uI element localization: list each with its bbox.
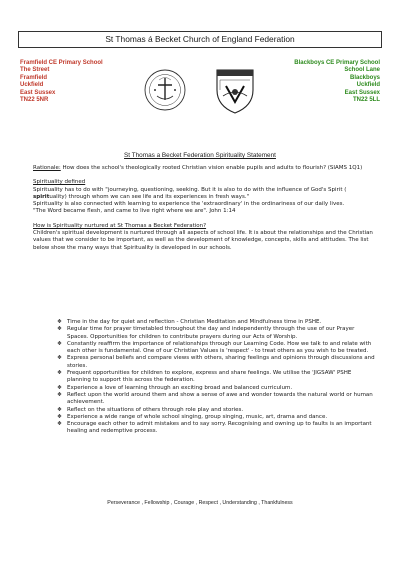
left-school-line: Framfield — [20, 74, 48, 81]
defined-text-part: Spirituality has to do with "journeying, questioning, seeking. But it is also to do with the influence of God's Spirit ( — [33, 186, 347, 193]
list-item-text: Experience a love of learning through an exciting broad and balanced curriculum. — [67, 384, 293, 391]
blackboys-school-shield-icon — [212, 66, 258, 120]
list-item-text: Time in the day for quiet and reflection - Christian Meditation and Mindfulness time in PSHE. — [67, 319, 322, 325]
list-item-text: Regular time for prayer timetabled throughout the day and independently through the use of our Prayer Spaces. Opportunities for children to contribute prayers during our Acts of Worship. — [67, 326, 355, 340]
nurture-paragraph: Children's spiritual development is nurtured through all aspects of school life. It is about the relationships and the Christian values that we consider to be important, as well as the development of knowledge, concepts, skills and attitudes. The list below show the many ways that Spirituality is developed in our schools. — [33, 230, 373, 251]
list-item-text: Encourage each other to admit mistakes and to say sorry. Recognising and owning up to faults is an important healing and redemptive process. — [67, 421, 372, 435]
left-school-name: Framfield CE Primary School — [20, 60, 103, 66]
rationale-text: How does the school's theologically rooted Christian vision enable pupils and adults to flourish? (SIAMS 1Q1) — [60, 165, 363, 171]
diamond-cluster-icon: ❖ — [57, 355, 62, 362]
left-school-address — [20, 60, 103, 104]
list-item — [57, 355, 375, 370]
list-item — [57, 414, 375, 421]
nurture-heading: How is Spirituality nurtured at St Thomas a Becket Federation? — [33, 222, 207, 229]
spirituality-defined-paragraph — [33, 187, 373, 202]
left-school-line: East Sussex — [20, 89, 56, 96]
left-school-line: Uckfield — [20, 82, 44, 89]
federation-header — [18, 31, 382, 48]
list-item — [57, 326, 375, 341]
right-school-line: TN22 5LL — [352, 97, 380, 104]
list-item — [57, 370, 375, 385]
right-school-line: Uckfield — [356, 82, 380, 89]
defined-text-bold: spirit — [33, 193, 50, 200]
document-title: St Thomas a Becket Federation Spirituality Statement — [124, 152, 276, 159]
left-school-line: The Street — [20, 67, 50, 74]
document-body — [33, 165, 373, 252]
list-item — [57, 341, 375, 356]
values-footer: Perseverance , Fellowship , Courage , Respect , Understanding , Thankfulness — [107, 500, 293, 506]
diamond-cluster-icon: ❖ — [57, 340, 62, 347]
list-item-text: Experience a wide range of whole school singing, group singing, music, art, drama and dance. — [67, 413, 328, 420]
diamond-cluster-icon: ❖ — [57, 319, 62, 325]
spirituality-extraordinary-paragraph: Spirituality is also connected with learning to experience the 'extraordinary' in the ordinariness of our daily lives. — [33, 201, 345, 208]
right-school-line: School Lane — [344, 67, 380, 74]
list-item — [57, 319, 375, 326]
scripture-quote: "The Word became flesh, and came to live right where we are". John 1:14 — [33, 208, 236, 215]
diamond-cluster-icon: ❖ — [57, 406, 62, 413]
framfield-school-crest-icon — [143, 66, 187, 118]
right-school-address — [294, 60, 380, 104]
list-item-text: Express personal beliefs and compare views with others, sharing feelings and opinions through discussions and stories. — [67, 355, 375, 369]
federation-title: St Thomas á Becket Church of England Federation — [105, 34, 295, 44]
diamond-cluster-icon: ❖ — [57, 421, 62, 428]
right-school-name: Blackboys CE Primary School — [294, 60, 380, 66]
spirituality-defined-heading: Spirituality defined — [33, 179, 86, 186]
list-item-text: Reflect on the situations of others through role play and stories. — [67, 406, 244, 413]
diamond-cluster-icon: ❖ — [57, 391, 62, 398]
list-item — [57, 392, 375, 407]
list-item — [57, 421, 375, 436]
list-item-text: Reflect upon the world around them and show a sense of awe and wonder towards the natural world or human achievement. — [67, 391, 373, 406]
right-school-line: Blackboys — [349, 74, 380, 81]
defined-text-part: uality) through whom we can see life and its experiences in fresh ways." — [49, 193, 250, 200]
spirituality-bullet-list — [57, 319, 375, 436]
list-item-text: Constantly reaffirm the importance of relationships through our Learning Code. How we talk to and relate with each other is fundamental. One of our Christian Values is 'respect' - to treat others as you wish to be treated. — [67, 340, 372, 355]
left-school-line: TN22 5NR — [20, 97, 49, 104]
diamond-cluster-icon: ❖ — [57, 326, 62, 333]
list-item-text: Frequent opportunities for children to explore, express and share feelings. We utilise the 'JIGSAW' PSHE planning to support this across the federation. — [67, 370, 352, 384]
diamond-cluster-icon: ❖ — [57, 413, 62, 420]
rationale-label: Rationale: — [33, 165, 61, 171]
list-item — [57, 407, 375, 414]
rationale-paragraph — [33, 165, 373, 172]
right-school-line: East Sussex — [344, 89, 380, 96]
diamond-cluster-icon: ❖ — [57, 384, 62, 391]
diamond-cluster-icon: ❖ — [57, 370, 62, 377]
list-item — [57, 385, 375, 392]
